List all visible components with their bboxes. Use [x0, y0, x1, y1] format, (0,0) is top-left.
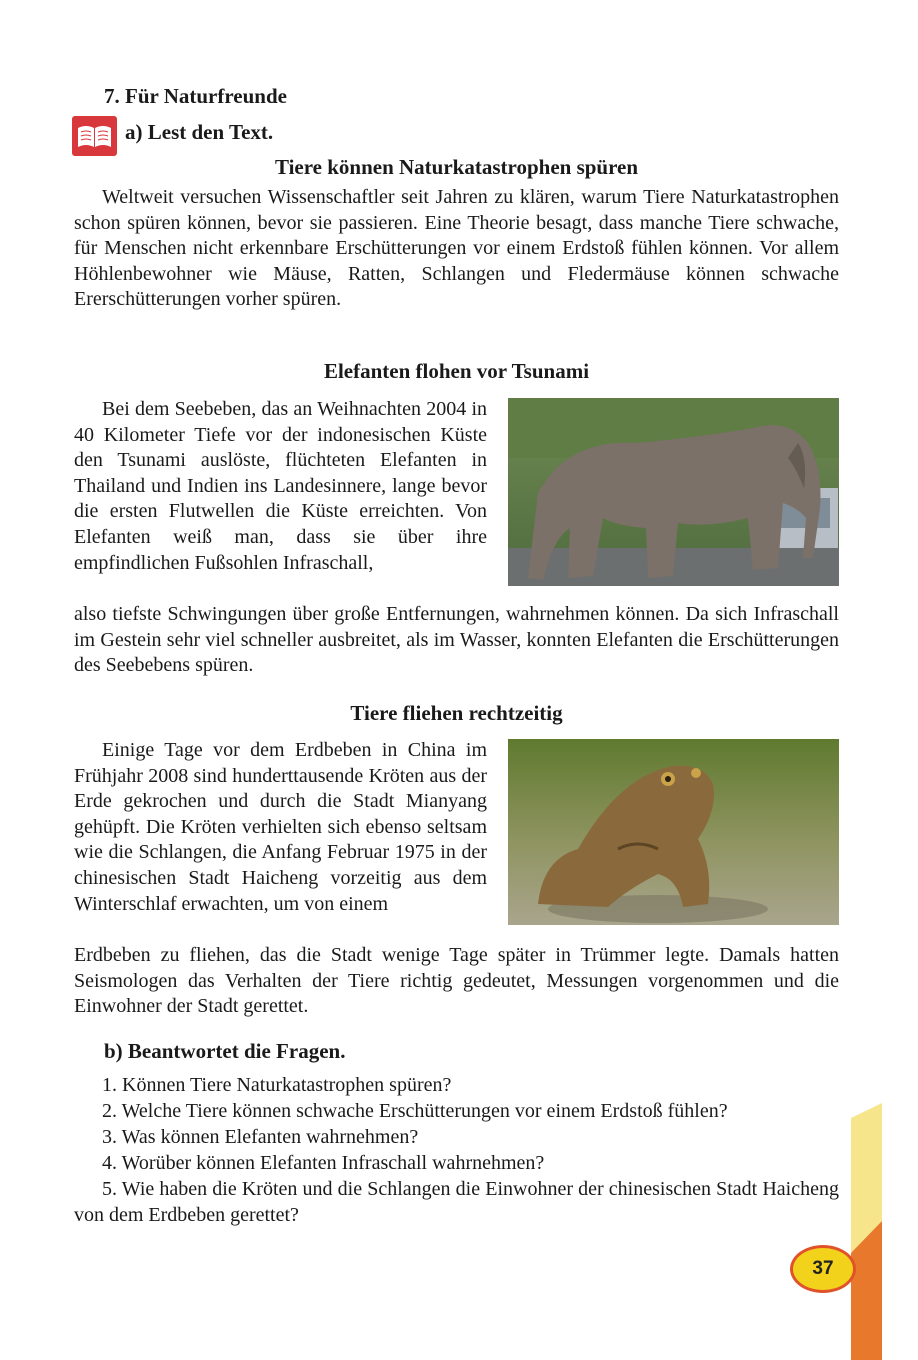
elephant-photo	[508, 398, 839, 586]
section1-heading: Elefanten flohen vor Tsunami	[323, 359, 590, 383]
toad-photo	[508, 739, 839, 925]
task-b-label: b) Beantwortet die Fragen.	[104, 1039, 346, 1063]
question-item: 1. Können Tiere Naturkatastrophen spüren?	[102, 1074, 452, 1096]
open-book-icon	[72, 116, 117, 156]
section2-text-wrapped: Einige Tage vor dem Erdbeben in China im Frühjahr 2008 sind hunderttausende Kröten aus der Erde gekrochen und durch die Stadt Mianyang gehüpft. Die Kröten verhielten sich ebenso seltsam wie die Schlangen, die Anfang Februar 1975 in der chinesischen Stadt Haicheng vorzeitig aus dem Winterschlaf erwachten, um von einem	[74, 739, 487, 915]
question-item: 3. Was können Elefanten wahrnehmen?	[102, 1126, 419, 1148]
intro-paragraph: Weltweit versuchen Wissenschaftler seit Jahren zu klären, warum Tiere Naturkatastrophen schon spüren können, bevor sie passieren. Eine Theorie besagt, dass manche Tiere schwache, für Menschen nicht erkennbare Erschütterungen vor einem Erdstoß fühlen können. Vor allem Höhlenbewohner wie Mäuse, Ratten, Schlangen und Fledermäuse können schwache Ererschütterungen vorher spüren.	[74, 186, 839, 311]
question-item: 5. Wie haben die Kröten und die Schlangen die Einwohner der chinesischen Stadt Haicheng von dem Erdbeben gerettet?	[74, 1178, 839, 1226]
decorative-side-bar	[851, 1103, 882, 1360]
question-item: 4. Worüber können Elefanten Infraschall wahrnehmen?	[102, 1152, 545, 1174]
page-number: 37	[790, 1245, 856, 1293]
article-title: Tiere können Naturkatastrophen spüren	[274, 155, 639, 179]
section2-text-full: Erdbeben zu fliehen, das die Stadt wenige Tage später in Trümmer legte. Damals hatten Seismologen das Verhalten der Tiere richtig gedeutet, Messungen vorgenommen und die Einwohner der Stadt gerettet.	[74, 944, 839, 1018]
task-a-label: a) Lest den Text.	[125, 120, 274, 144]
question-item: 2. Welche Tiere können schwache Erschütterungen vor einem Erdstoß fühlen?	[102, 1100, 728, 1122]
section1-text-wrapped: Bei dem Seebeben, das an Weihnachten 2004 in 40 Kilometer Tiefe vor der indonesischen Küste den Tsunami auslöste, flüchteten Elefanten in Thailand und Indien ins Landesinnere, lange bevor die ersten Flutwellen die Küste erreichten. Von Elefanten weiß man, dass sie über ihre empfindlichen Fußsohlen Infraschall,	[74, 398, 487, 574]
question-list	[74, 1072, 839, 1228]
section1-text-full: also tiefste Schwingungen über große Entfernungen, wahrnehmen können. Da sich Infraschall im Gestein sehr viel schneller ausbreitet, als im Wasser, konnten Elefanten die Erschütterungen des Seebebens spüren.	[74, 603, 839, 677]
section2-heading: Tiere fliehen rechtzeitig	[350, 701, 563, 725]
section-title: 7. Für Naturfreunde	[104, 84, 287, 108]
